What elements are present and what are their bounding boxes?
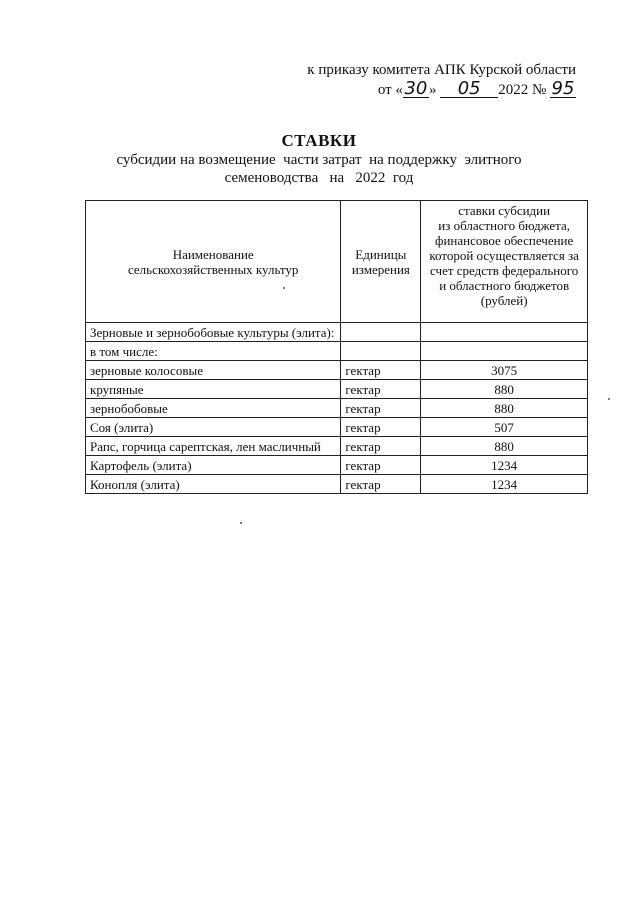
table-row bbox=[86, 475, 588, 494]
unit-cell: гектар bbox=[341, 437, 421, 456]
table-row bbox=[86, 456, 588, 475]
crop-name-cell: зерновые колосовые bbox=[86, 361, 341, 380]
rate-cell: 1234 bbox=[421, 475, 588, 494]
unit-cell: гектар bbox=[341, 475, 421, 494]
crop-name-cell: Конопля (элита) bbox=[86, 475, 341, 494]
table-row bbox=[86, 380, 588, 399]
table-row bbox=[86, 323, 588, 342]
table-row bbox=[86, 418, 588, 437]
unit-cell bbox=[341, 342, 421, 361]
table-row bbox=[86, 342, 588, 361]
document-subtitle-line2: семеноводства на 2022 год bbox=[224, 170, 414, 186]
document-title-block bbox=[0, 131, 638, 187]
order-year: 2022 bbox=[498, 82, 529, 98]
table-header-row bbox=[86, 201, 588, 323]
rate-cell: 880 bbox=[421, 437, 588, 456]
date-prefix: от « bbox=[377, 82, 403, 98]
document-subtitle-line1: субсидии на возмещение части затрат на поддержку элитного bbox=[116, 152, 522, 168]
crop-name-cell: Рапс, горчица сарептская, лен масличный bbox=[86, 437, 341, 456]
header-crop-name: Наименование сельскохозяйственных культур bbox=[86, 201, 341, 323]
unit-cell: гектар bbox=[341, 380, 421, 399]
unit-cell: гектар bbox=[341, 418, 421, 437]
header-rate: ставки субсидии из областного бюджета, финансовое обеспечение которой осуществляется за счет средств федерального и областного бюджетов (рублей) bbox=[421, 201, 588, 323]
subsidy-rates-table bbox=[85, 200, 588, 494]
rate-cell bbox=[421, 323, 588, 342]
date-close-quote: » bbox=[428, 82, 437, 98]
table-row bbox=[86, 437, 588, 456]
scan-speck bbox=[240, 522, 242, 524]
unit-cell bbox=[341, 323, 421, 342]
crop-name-cell: Картофель (элита) bbox=[86, 456, 341, 475]
unit-cell: гектар bbox=[341, 361, 421, 380]
document-title: СТАВКИ bbox=[281, 131, 357, 150]
rate-cell: 880 bbox=[421, 380, 588, 399]
order-date-line bbox=[307, 80, 576, 100]
rate-cell bbox=[421, 342, 588, 361]
order-reference bbox=[307, 60, 576, 100]
order-month: 05 bbox=[440, 80, 498, 98]
scan-speck bbox=[608, 398, 610, 400]
order-day: 30 bbox=[404, 78, 428, 99]
scan-speck bbox=[283, 287, 285, 289]
rate-cell: 3075 bbox=[421, 361, 588, 380]
rate-cell: 880 bbox=[421, 399, 588, 418]
rate-cell: 1234 bbox=[421, 456, 588, 475]
crop-name-cell: Зерновые и зернобобовые культуры (элита): bbox=[86, 323, 341, 342]
crop-name-cell: Соя (элита) bbox=[86, 418, 341, 437]
rate-cell: 507 bbox=[421, 418, 588, 437]
order-reference-line: к приказу комитета АПК Курской области bbox=[307, 62, 576, 78]
crop-name-cell: в том числе: bbox=[86, 342, 341, 361]
table-row bbox=[86, 399, 588, 418]
order-number: 95 bbox=[551, 78, 575, 99]
unit-cell: гектар bbox=[341, 399, 421, 418]
number-sign: № bbox=[531, 82, 547, 98]
header-unit: Единицы измерения bbox=[341, 201, 421, 323]
table-row bbox=[86, 361, 588, 380]
unit-cell: гектар bbox=[341, 456, 421, 475]
crop-name-cell: крупяные bbox=[86, 380, 341, 399]
crop-name-cell: зернобобовые bbox=[86, 399, 341, 418]
